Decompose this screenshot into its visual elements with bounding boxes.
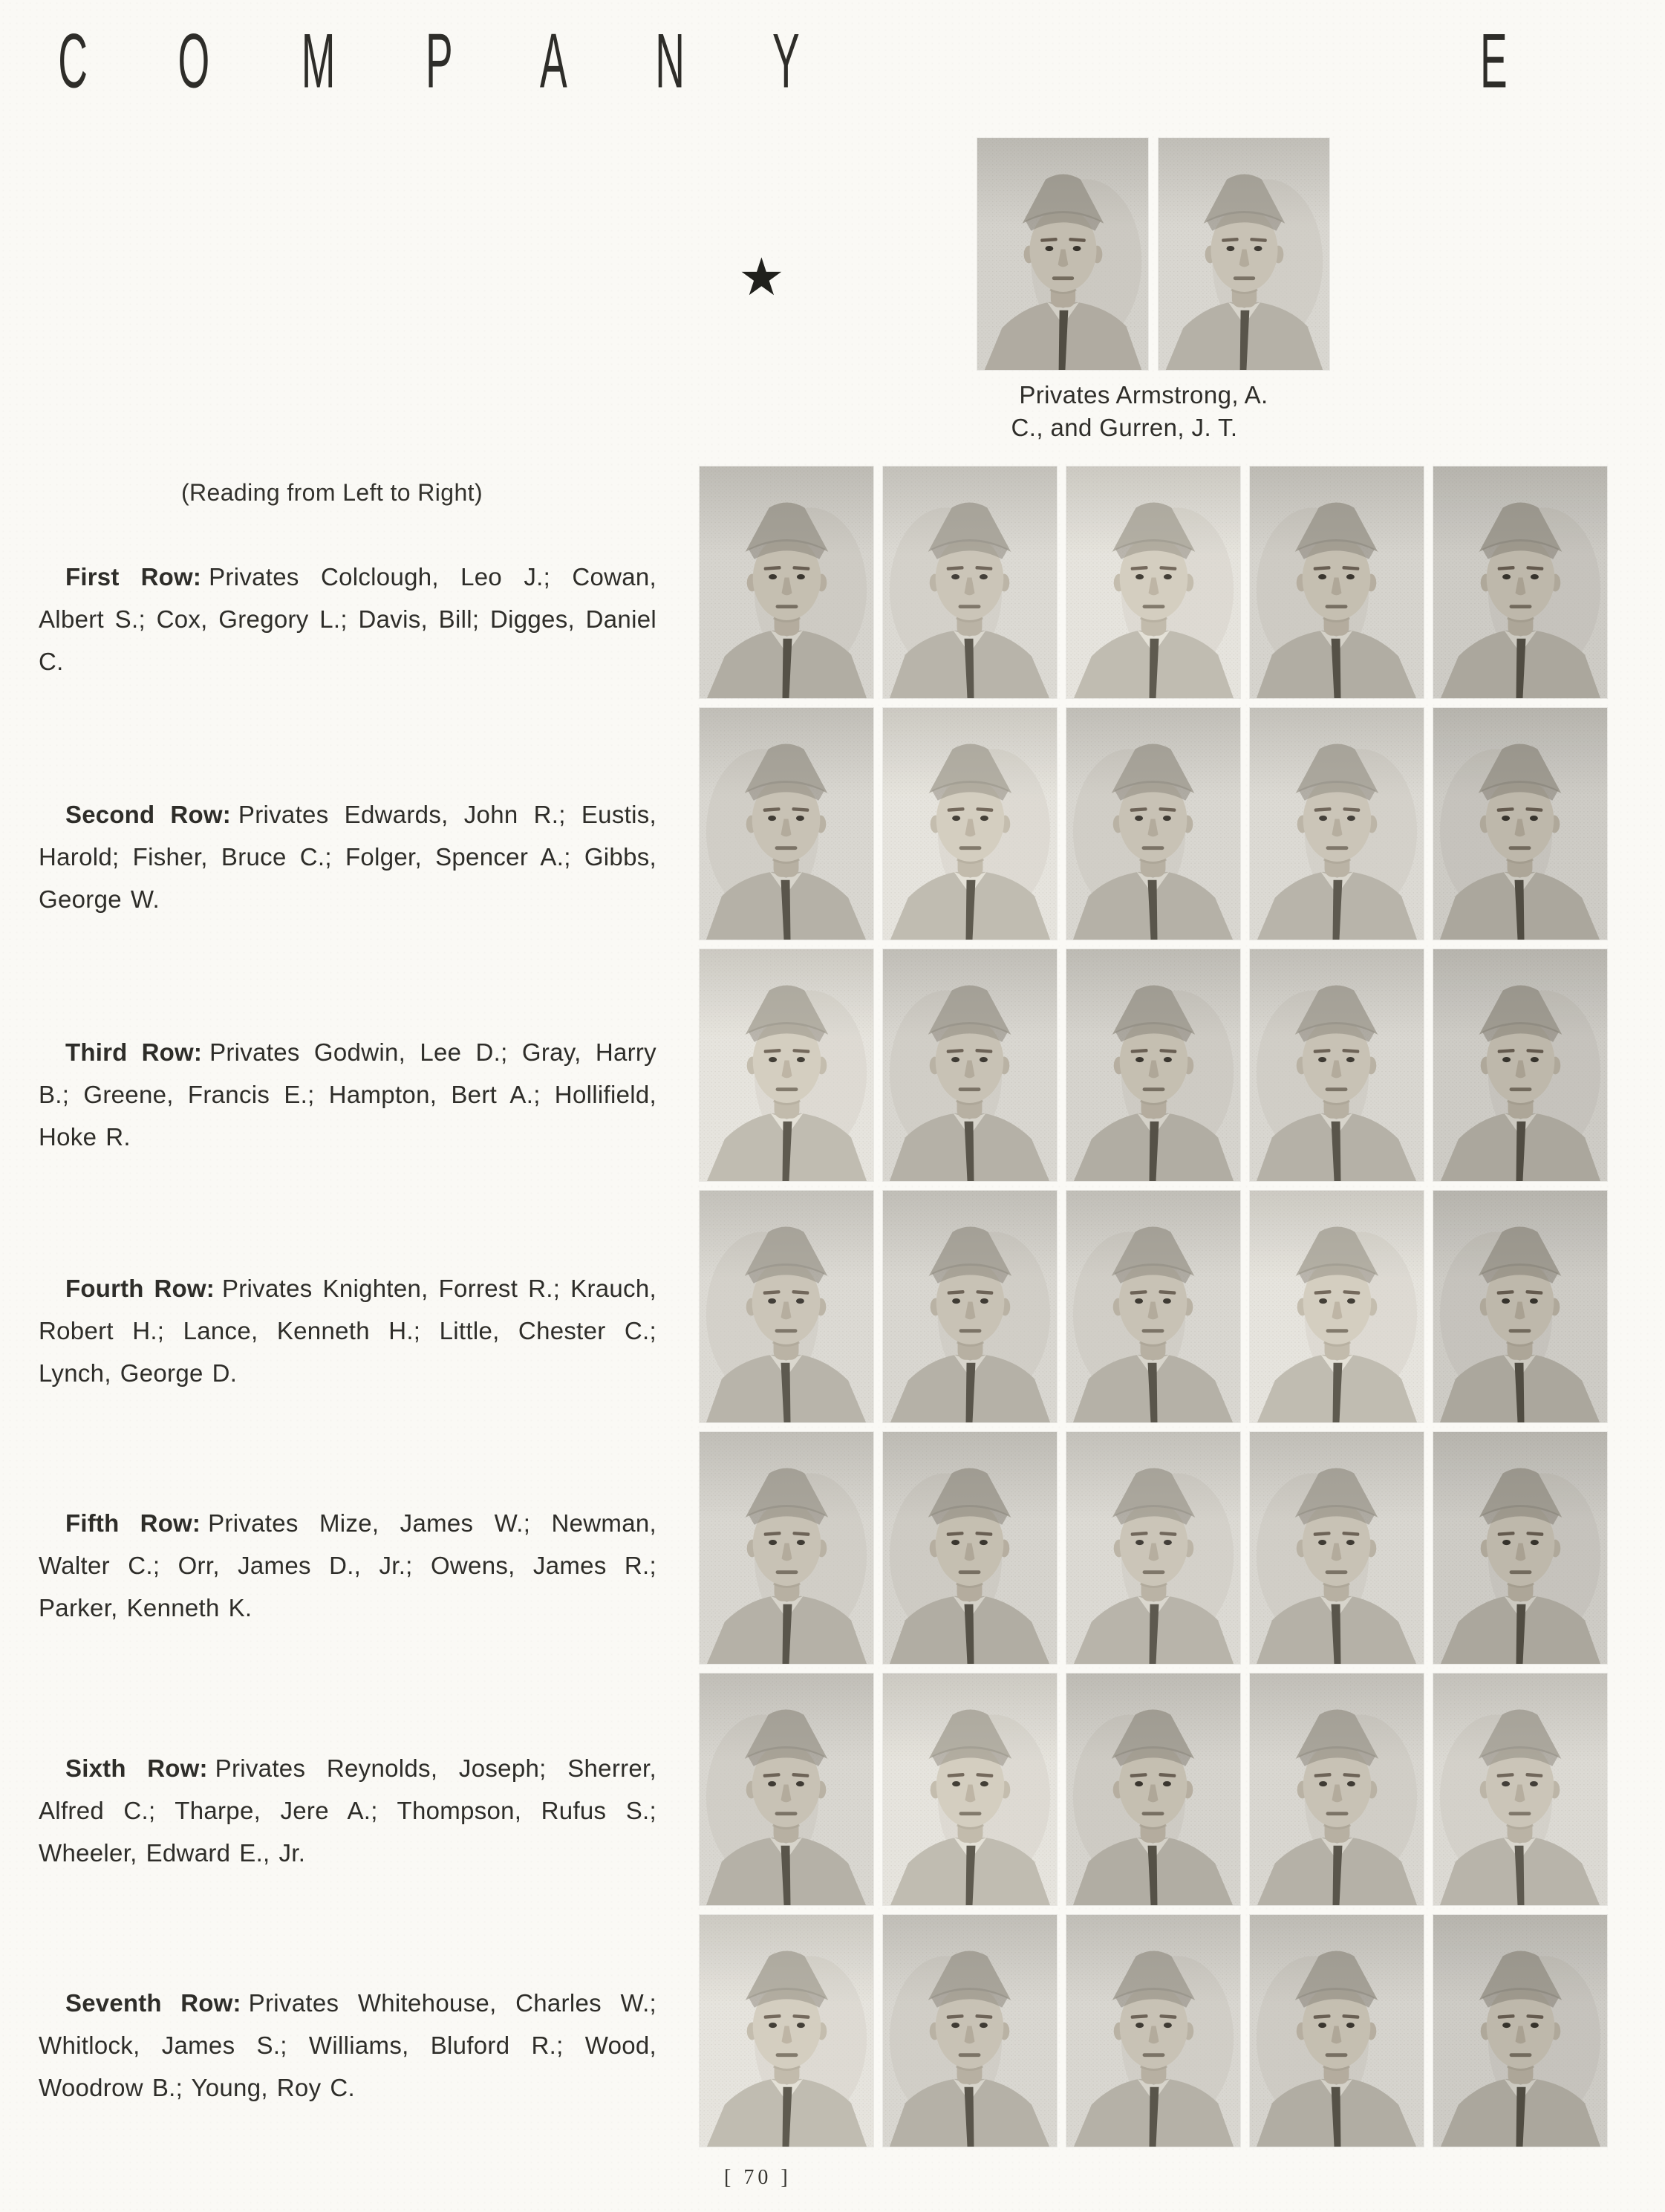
soldier-portrait-image [1066, 1673, 1240, 1905]
roster-paragraph-sixth-row [39, 1747, 656, 1874]
title-letter: Y [772, 17, 800, 105]
grid-portrait-photo [883, 1915, 1057, 2147]
title-letter-e: E [1480, 17, 1508, 105]
title-letter: P [425, 17, 453, 105]
title-letter: N [654, 17, 685, 105]
caption-line: Privates Armstrong, A. [1019, 381, 1268, 409]
soldier-portrait-image [1066, 708, 1240, 940]
title-letter: O [177, 17, 209, 105]
grid-portrait-photo [883, 1191, 1057, 1422]
grid-portrait-photo [883, 708, 1057, 940]
soldier-portrait-image [700, 949, 873, 1181]
soldier-portrait-image [700, 708, 873, 940]
grid-portrait-photo [1250, 708, 1424, 940]
caption-line: C., and Gurren, J. T. [1011, 414, 1238, 441]
grid-portrait-photo [1066, 1915, 1240, 2147]
grid-portrait-photo [1066, 708, 1240, 940]
roster-paragraph-second-row [39, 793, 656, 920]
soldier-portrait-image [883, 1432, 1057, 1664]
row-names: Privates Godwin, Lee D.; Gray, Harry B.; Greene, Francis E.; Hampton, Bert A.; Hollifield, Hoke R. [39, 1038, 656, 1151]
soldier-portrait-image [1066, 1432, 1240, 1664]
grid-portrait-photo [1066, 466, 1240, 698]
grid-portrait-photo [883, 1673, 1057, 1905]
grid-portrait-photo [883, 466, 1057, 698]
star-icon: ★ [738, 247, 785, 308]
grid-portrait-photo [1066, 1191, 1240, 1422]
row-label: Fifth Row: [65, 1509, 201, 1537]
soldier-portrait-image [1250, 1915, 1424, 2147]
soldier-portrait-image [1433, 949, 1607, 1181]
grid-portrait-photo [1250, 1673, 1424, 1905]
soldier-portrait-image [700, 1432, 873, 1664]
soldier-portrait-image [1159, 138, 1329, 370]
grid-portrait-photo [1433, 1432, 1607, 1664]
grid-portrait-photo [700, 1673, 873, 1905]
soldier-portrait-image [1433, 466, 1607, 698]
soldier-portrait-image [1250, 1673, 1424, 1905]
grid-portrait-photo [1066, 1673, 1240, 1905]
title-word-company [46, 17, 811, 105]
soldier-portrait-image [1250, 466, 1424, 698]
soldier-portrait-image [1250, 1191, 1424, 1422]
grid-portrait-photo [1250, 1915, 1424, 2147]
roster-paragraph-seventh-row [39, 1982, 656, 2109]
title-letter: M [301, 17, 336, 105]
soldier-portrait-image [883, 949, 1057, 1181]
soldier-portrait-image [1066, 1191, 1240, 1422]
roster-paragraph-first-row [39, 556, 656, 683]
row-names: Privates Edwards, John R.; Eustis, Harold; Fisher, Bruce C.; Folger, Spencer A.; Gibbs, George W. [39, 801, 656, 913]
grid-portrait-photo [1433, 466, 1607, 698]
reading-direction-note: (Reading from Left to Right) [180, 479, 483, 506]
soldier-portrait-image [1433, 1191, 1607, 1422]
grid-portrait-photo [1250, 1191, 1424, 1422]
soldier-portrait-image [883, 1915, 1057, 2147]
photo-grid [700, 466, 1607, 2147]
grid-portrait-photo [1250, 466, 1424, 698]
grid-portrait-photo [1433, 949, 1607, 1181]
grid-portrait-photo [700, 1915, 873, 2147]
soldier-portrait-image [700, 1673, 873, 1905]
soldier-portrait-image [883, 708, 1057, 940]
grid-portrait-photo [700, 949, 873, 1181]
grid-portrait-photo [1066, 1432, 1240, 1664]
grid-portrait-photo [1250, 1432, 1424, 1664]
grid-portrait-photo [883, 1432, 1057, 1664]
soldier-portrait-image [977, 138, 1148, 370]
roster-paragraph-third-row [39, 1031, 656, 1158]
soldier-portrait-image [1066, 466, 1240, 698]
featured-photo-caption [913, 379, 1374, 444]
soldier-portrait-image [1433, 1915, 1607, 2147]
grid-portrait-photo [883, 949, 1057, 1181]
row-label: Sixth Row: [65, 1754, 208, 1782]
grid-portrait-photo [1433, 708, 1607, 940]
soldier-portrait-image [700, 466, 873, 698]
row-label: Fourth Row: [65, 1275, 215, 1302]
soldier-portrait-image [1066, 949, 1240, 1181]
soldier-portrait-image [1066, 1915, 1240, 2147]
row-label: Second Row: [65, 801, 231, 828]
row-names: Privates Colclough, Leo J.; Cowan, Albert S.; Cox, Gregory L.; Davis, Bill; Digges, Daniel C. [39, 563, 657, 675]
soldier-portrait-image [883, 1191, 1057, 1422]
soldier-portrait-image [1433, 708, 1607, 940]
roster-paragraph-fifth-row [39, 1502, 656, 1629]
soldier-portrait-image [700, 1915, 873, 2147]
grid-portrait-photo [1250, 949, 1424, 1181]
grid-portrait-photo [1066, 949, 1240, 1181]
row-names: Privates Whitehouse, Charles W.; Whitlock, James S.; Williams, Bluford R.; Wood, Woodrow B.; Young, Roy C. [39, 1989, 657, 2101]
row-label: Seventh Row: [65, 1989, 241, 2017]
soldier-portrait-image [883, 1673, 1057, 1905]
grid-portrait-photo [1433, 1191, 1607, 1422]
grid-portrait-photo [1433, 1915, 1607, 2147]
soldier-portrait-image [1250, 1432, 1424, 1664]
grid-portrait-photo [700, 466, 873, 698]
page-number: [ 70 ] [724, 2166, 792, 2189]
title-letter: A [539, 17, 567, 105]
roster-paragraph-fourth-row [39, 1267, 656, 1394]
grid-portrait-photo [1433, 1673, 1607, 1905]
featured-portrait-photo [977, 138, 1148, 370]
row-names: Privates Reynolds, Joseph; Sherrer, Alfred C.; Tharpe, Jere A.; Thompson, Rufus S.; Wheeler, Edward E., Jr. [39, 1754, 656, 1867]
grid-portrait-photo [700, 1432, 873, 1664]
soldier-portrait-image [1433, 1432, 1607, 1664]
soldier-portrait-image [700, 1191, 873, 1422]
row-label: Third Row: [65, 1038, 203, 1066]
soldier-portrait-image [1250, 949, 1424, 1181]
row-names: Privates Knighten, Forrest R.; Krauch, Robert H.; Lance, Kenneth H.; Little, Chester C.; Lynch, George D. [39, 1275, 656, 1387]
soldier-portrait-image [1250, 708, 1424, 940]
featured-photos [977, 138, 1329, 370]
row-label: First Row: [65, 563, 202, 591]
grid-portrait-photo [700, 708, 873, 940]
grid-portrait-photo [700, 1191, 873, 1422]
soldier-portrait-image [1433, 1673, 1607, 1905]
page-title [46, 17, 1519, 105]
title-letter: C [58, 17, 88, 105]
row-names: Privates Mize, James W.; Newman, Walter C.; Orr, James D., Jr.; Owens, James R.; Parker, Kenneth K. [39, 1509, 656, 1621]
soldier-portrait-image [883, 466, 1057, 698]
featured-portrait-photo [1159, 138, 1329, 370]
